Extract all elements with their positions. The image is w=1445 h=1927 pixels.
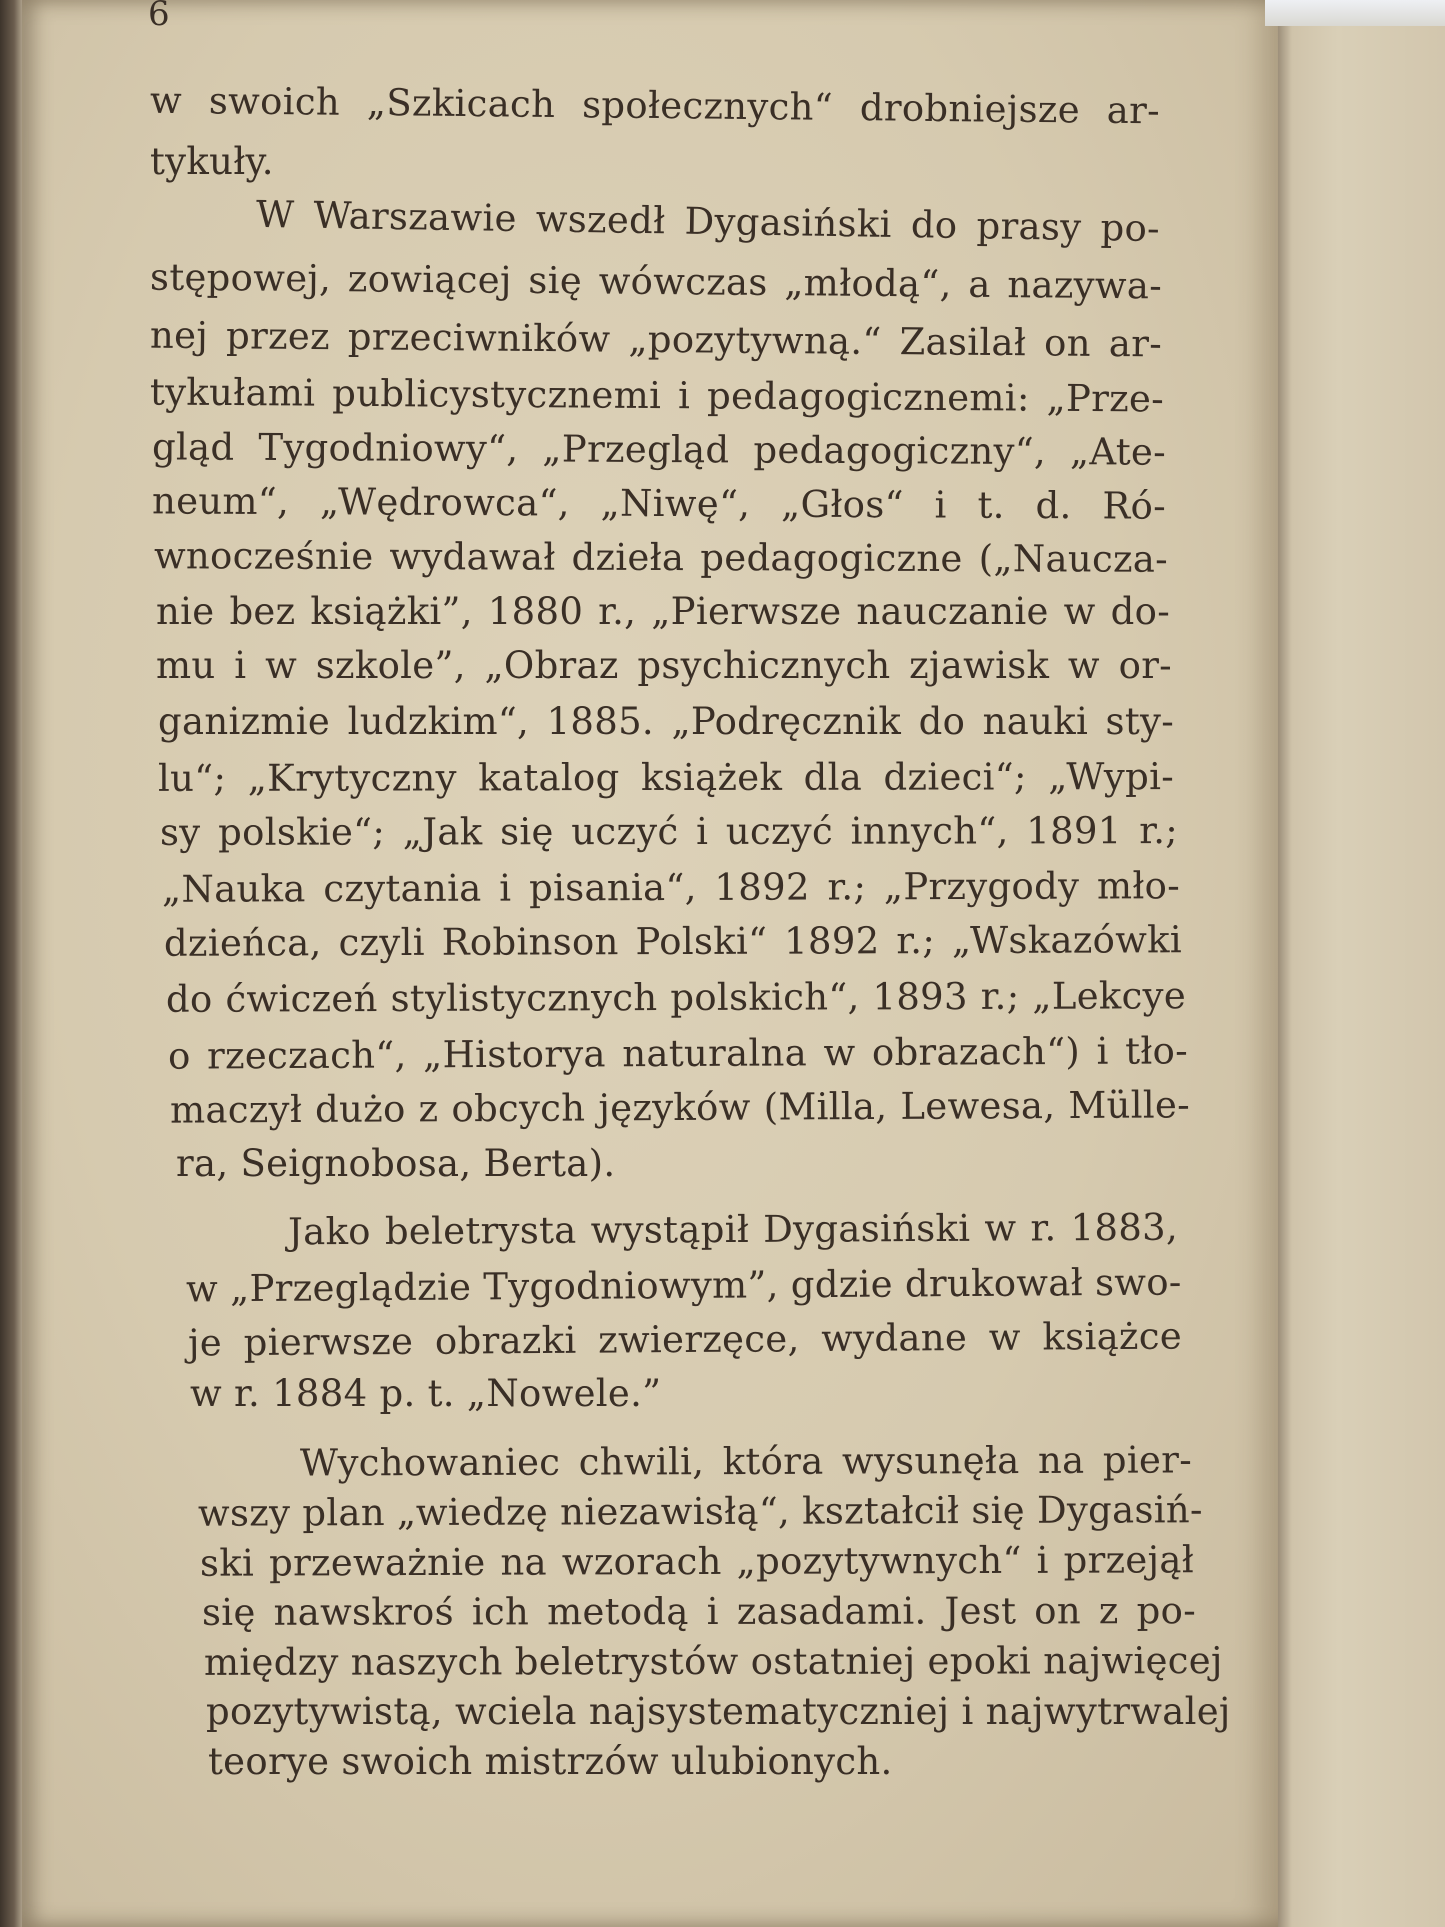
text-line: do ćwiczeń stylistycznych polskich“, 1893 r.; „Lekcye — [165, 974, 1187, 1021]
text-line: W Warszawie wszedł Dygasiński do prasy po- — [255, 192, 1161, 251]
text-line: w swoich „Szkicach społecznych“ drobniejsze ar- — [149, 78, 1161, 133]
text-line: Wychowaniec chwili, która wysunęła na pier- — [299, 1438, 1193, 1485]
text-line: mu i w szkole”, „Obraz psychicznych zjawisk w or- — [156, 644, 1172, 687]
text-line: lu“; „Krytyczny katalog książek dla dzieci“; „Wypi- — [157, 755, 1175, 800]
text-line: neum“, „Wędrowca“, „Niwę“, „Głos“ i t. d. Ró- — [151, 479, 1167, 528]
text-line: wszy plan „wiedzę niezawisłą“, kształcił się Dygasiń- — [197, 1488, 1203, 1535]
facing-page-edge — [1278, 0, 1445, 1927]
text-line: „Nauka czytania i pisania“, 1892 r.; „Przygody mło- — [161, 864, 1181, 911]
text-line: wnocześnie wydawał dzieła pedagogiczne („Naucza- — [153, 534, 1169, 581]
text-line: nie bez książki”, 1880 r., „Pierwsze nauczanie w do- — [156, 590, 1170, 633]
text-line: tykułami publicystycznemi i pedagogicznemi: „Prze- — [149, 370, 1165, 421]
text-line: między naszych beletrystów ostatniej epoki najwięcej — [203, 1639, 1223, 1684]
text-line: teorye swoich mistrzów ulubionych. — [208, 1740, 893, 1783]
text-line: tykuły. — [150, 140, 274, 183]
text-line: w „Przeglądzie Tygodniowym”, gdzie drukował swo- — [185, 1260, 1182, 1311]
text-line: gląd Tygodniowy“, „Przegląd pedagogiczny“, „Ate- — [151, 425, 1167, 474]
text-line: maczył dużo z obcych języków (Milla, Lewesa, Mülle- — [169, 1083, 1191, 1132]
text-line: sy polskie“; „Jak się uczyć i uczyć innych“, 1891 r.; — [159, 809, 1179, 854]
page-number: 6 — [148, 0, 170, 34]
background-corner — [1265, 0, 1445, 26]
text-line: stępowej, zowiącej się wówczas „młodą“, a nazywa- — [149, 255, 1163, 308]
text-line: się nawskroś ich metodą i zasadami. Jest on z po- — [201, 1589, 1197, 1634]
text-line: ski przeważnie na wzorach „pozytywnych“ i przejął — [199, 1538, 1195, 1585]
text-line: dzieńca, czyli Robinson Polski“ 1892 r.; „Wskazówki — [163, 918, 1183, 965]
text-line: ra, Seignobosa, Berta). — [176, 1142, 616, 1185]
text-line: w r. 1884 p. t. „Nowele.” — [190, 1372, 662, 1415]
text-line: je pierwsze obrazki zwierzęce, wydane w książce — [187, 1314, 1183, 1365]
text-line: pozytywistą, wciela najsystematyczniej i najwytrwalej — [206, 1690, 1231, 1733]
text-line: ganizmie ludzkim“, 1885. „Podręcznik do nauki sty- — [158, 700, 1174, 743]
text-line: nej przez przeciwników „pozytywną.“ Zasilał on ar- — [149, 313, 1163, 366]
text-line: Jako beletrysta wystąpił Dygasiński w r. 1883, — [287, 1205, 1179, 1254]
text-line: o rzeczach“, „Historya naturalna w obrazach“) i tło- — [167, 1029, 1189, 1078]
